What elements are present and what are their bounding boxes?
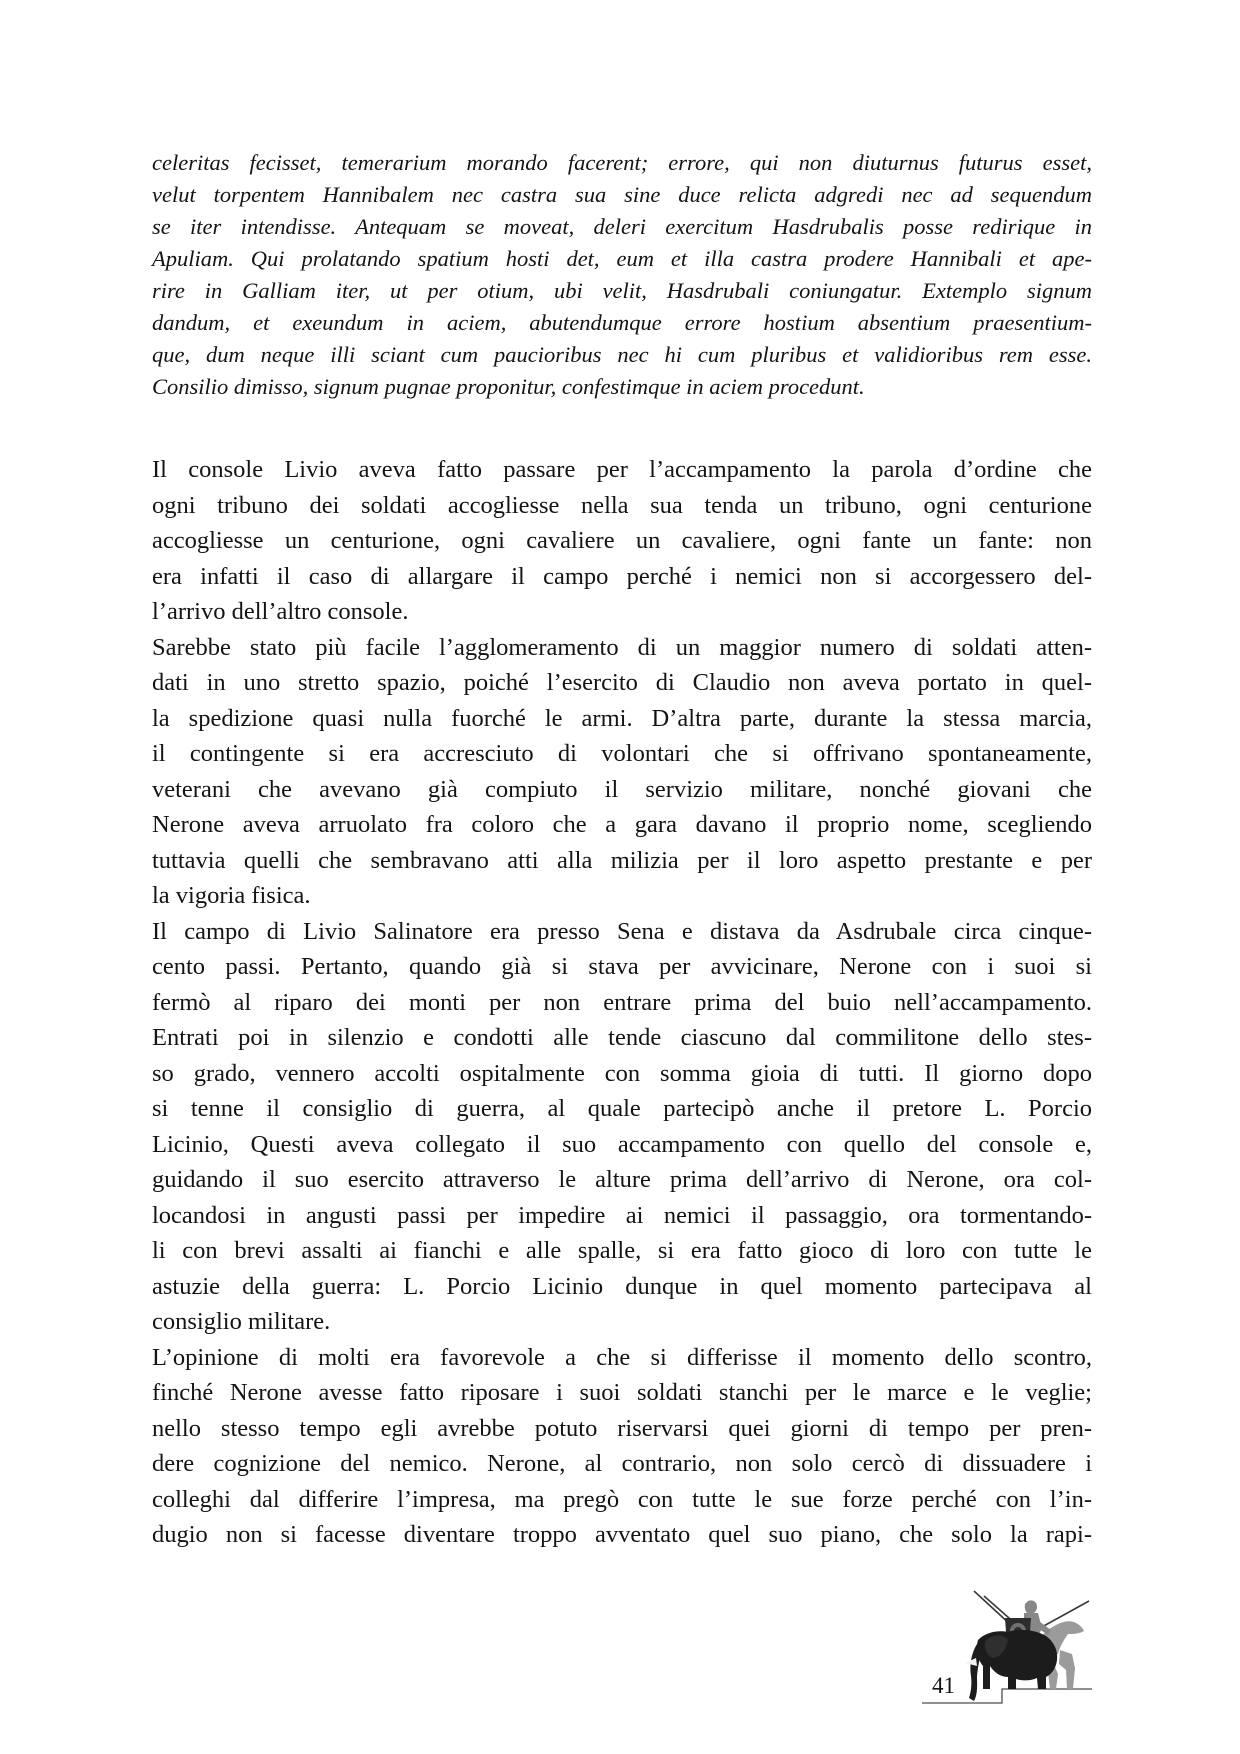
body-line: Sarebbe stato più facile l’agglomeramento di un maggior numero di soldati atten-	[152, 633, 1092, 661]
body-line: Il console Livio aveva fatto passare per l’accampamento la parola d’ordine che	[152, 456, 1092, 483]
quote-line: Apuliam. Qui prolatando spatium hosti det, eum et illa castra prodere Hannibali et ape-	[152, 246, 1092, 271]
hannibal-elephant-logo	[962, 1588, 1094, 1706]
page-number: 41	[932, 1673, 955, 1698]
body-line: era infatti il caso di allargare il campo perché i nemici non si accorgessero del-	[152, 562, 1092, 590]
body-line: la vigoria fisica.	[152, 882, 311, 909]
body-line: cento passi. Pertanto, quando già si stava per avvicinare, Nerone con i suoi si	[152, 953, 1092, 980]
body-line: locandosi in angusti passi per impedire ai nemici il passaggio, ora tormentando-	[152, 1201, 1092, 1229]
body-line: colleghi dal differire l’impresa, ma pregò con tutte le sue forze perché con l’in-	[152, 1485, 1092, 1513]
body-line: veterani che avevano già compiuto il servizio militare, nonché giovani che	[152, 775, 1092, 803]
elephant-silhouette	[965, 1630, 1057, 1701]
latin-quote-block	[152, 147, 1092, 403]
body-line: Entrati poi in silenzio e condotti alle tende ciascuno dal commilitone dello stes-	[152, 1024, 1092, 1051]
body-line: so grado, vennero accolti ospitalmente con somma gioia di tutti. Il giorno dopo	[152, 1059, 1092, 1087]
body-line: si tenne il consiglio di guerra, al quale partecipò anche il pretore L. Porcio	[152, 1095, 1092, 1122]
body-line: finché Nerone avesse fatto riposare i suoi soldati stanchi per le marce e le veglie;	[152, 1379, 1092, 1406]
quote-line: que, dum neque illi sciant cum paucioribus nec hi cum pluribus et validioribus rem esse.	[152, 342, 1092, 367]
body-line: astuzie della guerra: L. Porcio Licinio dunque in quel momento partecipava al	[152, 1272, 1092, 1300]
body-line: Nerone aveva arruolato fra coloro che a gara davano il proprio nome, scegliendo	[152, 811, 1092, 838]
body-line: dati in uno stretto spazio, poiché l’esercito di Claudio non aveva portato in quel-	[152, 669, 1092, 696]
body-line: guidando il suo esercito attraverso le alture prima dell’arrivo di Nerone, ora col-	[152, 1166, 1092, 1193]
quote-line: dandum, et exeundum in aciem, abutendumque errore hostium absentium praesentium-	[152, 310, 1092, 335]
body-line: Il campo di Livio Salinatore era presso Sena e distava da Asdrubale circa cinque-	[152, 917, 1092, 945]
quote-line: se iter intendisse. Antequam se moveat, deleri exercitum Hasdrubalis posse redirique in	[152, 214, 1092, 239]
body-line: la spedizione quasi nulla fuorché le armi. D’altra parte, durante la stessa marcia,	[152, 704, 1092, 732]
body-line: li con brevi assalti ai fianchi e alle spalle, si era fatto gioco di loro con tutte le	[152, 1237, 1092, 1264]
body-line: fermò al riparo dei monti per non entrare prima del buio nell’accampamento.	[152, 988, 1092, 1016]
body-line: ogni tribuno dei soldati accogliesse nella sua tenda un tribuno, ogni centurione	[152, 491, 1092, 519]
body-line: tuttavia quelli che sembravano atti alla milizia per il loro aspetto prestante e per	[152, 846, 1092, 874]
body-line: consiglio militare.	[152, 1308, 331, 1335]
body-line: l’arrivo dell’altro console.	[152, 598, 409, 625]
body-line: L’opinione di molti era favorevole a che si differisse il momento dello scontro,	[152, 1343, 1092, 1371]
body-text-block	[152, 452, 1092, 1553]
body-line: nello stesso tempo egli avrebbe potuto riservarsi quei giorni di tempo per pren-	[152, 1414, 1092, 1442]
body-line: accogliesse un centurione, ogni cavaliere un cavaliere, ogni fante un fante: non	[152, 527, 1092, 554]
body-line: dugio non si facesse diventare troppo avventato quel suo piano, che solo la rapi-	[152, 1521, 1092, 1548]
quote-line: celeritas fecisset, temerarium morando facerent; errore, qui non diuturnus futurus esset,	[152, 150, 1092, 175]
quote-line: rire in Galliam iter, ut per otium, ubi velit, Hasdrubali coniungatur. Extemplo signum	[152, 278, 1092, 303]
quote-line: Consilio dimisso, signum pugnae proponitur, confestimque in aciem procedunt.	[152, 374, 865, 399]
body-line: dere cognizione del nemico. Nerone, al contrario, non solo cercò di dissuadere i	[152, 1450, 1092, 1477]
quote-line: velut torpentem Hannibalem nec castra sua sine duce relicta adgredi nec ad sequendum	[152, 182, 1092, 207]
body-line: il contingente si era accresciuto di volontari che si offrivano spontaneamente,	[152, 740, 1092, 767]
body-line: Licinio, Questi aveva collegato il suo accampamento con quello del console e,	[152, 1130, 1092, 1158]
